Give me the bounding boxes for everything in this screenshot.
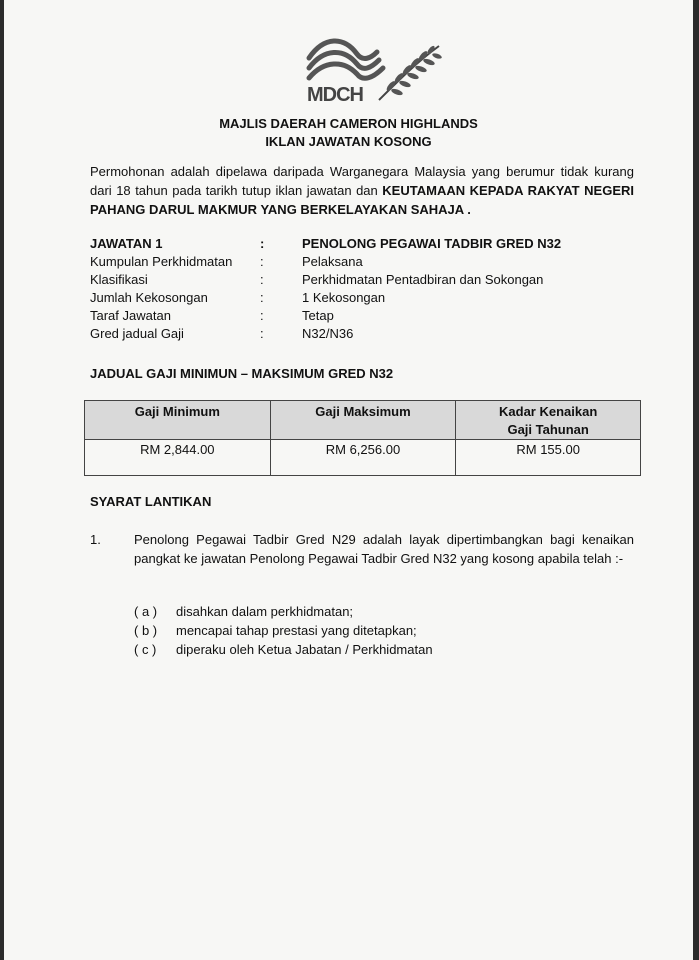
job-value: N32/N36 — [302, 326, 354, 341]
salary-title: JADUAL GAJI MINIMUN – MAKSIMUM GRED N32 — [90, 366, 394, 381]
job-label: Taraf Jawatan — [90, 308, 171, 323]
list-item-text: Penolong Pegawai Tadbir Gred N29 adalah layak dipertimbangkan bagi kenaikan pangkat ke jawatan Penolong Pegawai Tadbir Gred N32 yang kosong apabila telah :- — [134, 532, 634, 566]
job-value: Pelaksana — [302, 254, 363, 269]
requirements-title: SYARAT LANTIKAN — [90, 494, 212, 509]
header-cell — [456, 401, 641, 440]
sub-item-mark: ( c ) — [134, 642, 157, 657]
sub-item-mark: ( b ) — [134, 623, 158, 638]
job-value: Tetap — [302, 308, 334, 323]
job-colon: : — [260, 326, 264, 341]
job-label: JAWATAN 1 — [90, 236, 163, 251]
job-colon: : — [260, 290, 264, 305]
job-label: Jumlah Kekosongan — [90, 290, 208, 305]
header-cell-line: Kadar Kenaikan — [499, 404, 598, 419]
job-colon: : — [260, 308, 264, 323]
document-page — [4, 0, 693, 960]
job-label: Gred jadual Gaji — [90, 326, 184, 341]
salary-table — [84, 400, 641, 476]
sub-item-text: disahkan dalam perkhidmatan; — [176, 604, 354, 619]
header-cell-line: Gaji Tahunan — [507, 422, 589, 437]
intro-bold-text: KEUTAMAAN KEPADA RAKYAT NEGERI PAHANG DARUL MAKMUR YANG BERKELAYAKAN SAHAJA . — [90, 183, 634, 217]
job-value: PENOLONG PEGAWAI TADBIR GRED N32 — [302, 236, 562, 251]
job-value: Perkhidmatan Pentadbiran dan Sokongan — [302, 272, 544, 287]
header-cell: Gaji Minimum — [85, 401, 271, 440]
job-label: Kumpulan Perkhidmatan — [90, 254, 233, 269]
mdch-logo — [299, 28, 449, 110]
logo-text: MDCH — [307, 84, 363, 106]
job-colon: : — [260, 254, 264, 269]
job-colon: : — [260, 236, 265, 251]
sub-item-text: mencapai tahap prestasi yang ditetapkan; — [176, 623, 417, 638]
job-label: Klasifikasi — [90, 272, 148, 287]
job-value: 1 Kekosongan — [302, 290, 386, 305]
sub-item-text: diperaku oleh Ketua Jabatan / Perkhidmatan — [176, 642, 433, 657]
intro-paragraph — [90, 162, 634, 219]
org-heading: MAJLIS DAERAH CAMERON HIGHLANDS — [219, 116, 478, 131]
salary-header-row — [85, 401, 641, 440]
table-row — [85, 440, 641, 476]
salary-min-cell: RM 2,844.00 — [85, 440, 271, 476]
salary-max-cell: RM 6,256.00 — [270, 440, 456, 476]
salary-increment-cell: RM 155.00 — [456, 440, 641, 476]
job-colon: : — [260, 272, 264, 287]
intro-normal-text: Permohonan adalah dipelawa daripada Warganegara Malaysia yang berumur tidak kurang dari 18 tahun pada tarikh tutup iklan jawatan dan — [90, 164, 634, 198]
page-title: IKLAN JAWATAN KOSONG — [265, 134, 432, 149]
list-item-number: 1. — [90, 532, 101, 547]
sub-item-mark: ( a ) — [134, 604, 158, 619]
header-cell: Gaji Maksimum — [270, 401, 456, 440]
